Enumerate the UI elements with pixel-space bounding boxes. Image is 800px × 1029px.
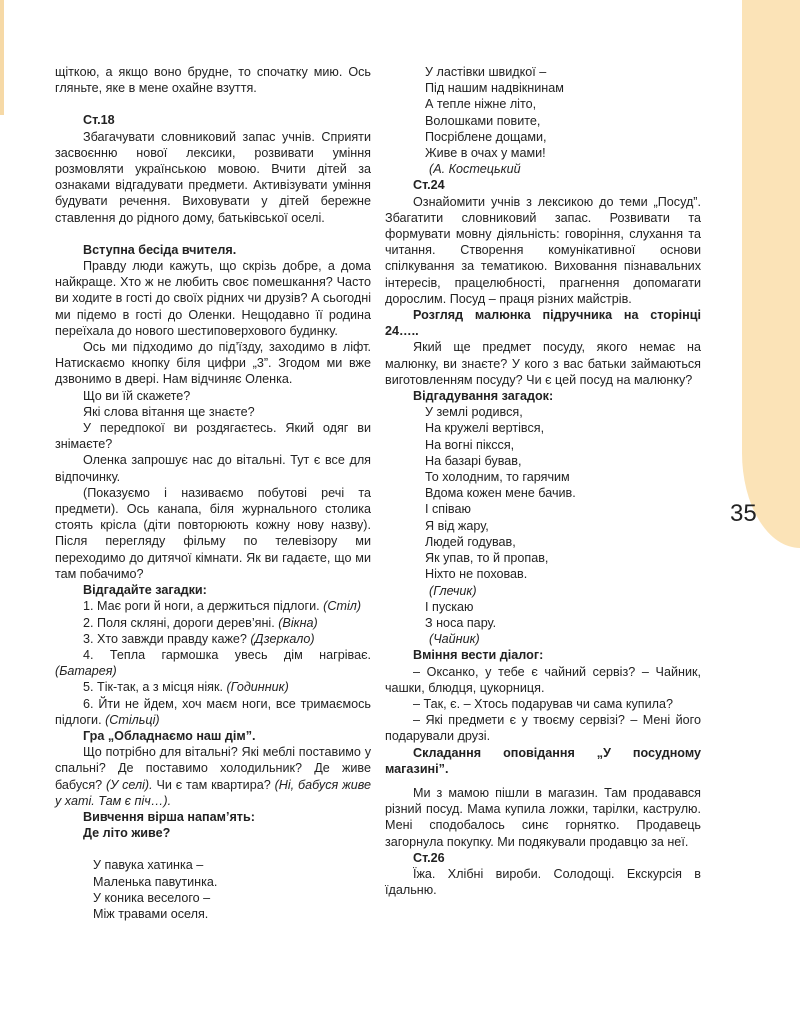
riddle-answer: (Глечик) <box>429 583 477 598</box>
riddle-5: 5. Тік-так, а з місця ніяк. (Годинник) <box>83 680 289 695</box>
right-column <box>385 64 701 898</box>
riddle-line: На базарі бував, <box>425 453 522 468</box>
riddle-pot <box>385 404 701 598</box>
page-tab-decoration <box>742 0 800 548</box>
story-heading: Складання оповідання „У посудному магазині”. <box>385 745 701 776</box>
left-margin-strip <box>0 0 4 115</box>
poem-left <box>55 857 371 922</box>
poem-line: Під нашим надвікнинам <box>425 81 564 96</box>
poem-title: Де літо живе? <box>83 826 171 841</box>
intro-talk-heading: Вступна бесіда вчителя. <box>83 242 237 257</box>
riddle-line: Я від жару, <box>425 518 489 533</box>
poem-line: Маленька павутинка. <box>93 874 218 889</box>
riddle-line: Ніхто не поховав. <box>425 567 528 582</box>
riddle-kettle <box>385 599 701 648</box>
st24-text: Ознайомити учнів з лексикою до теми „Посуд”. Збагатити словниковий запас. Розвивати та формувати мовну діяльність: говоріння, слухання та читання. Створення комунікативної основи спілкування за тематикою. Виховання пізнавальних інтересів, працелюбності, прагнення допомагати дорослим. Посуд – праця різних майстрів. <box>385 194 701 306</box>
riddle-6: 6. Йти не йдем, хоч маєм ноги, все тримаємось підлоги. (Стільці) <box>55 696 371 727</box>
riddle-answer: (Чайник) <box>429 632 480 647</box>
st26-heading: Ст.26 <box>413 850 445 865</box>
riddle-line: То холодним, то гарячим <box>425 470 570 485</box>
riddle-line: У землі родився, <box>425 405 523 420</box>
game-text: Що потрібно для вітальні? Які меблі поставимо у спальні? Де поставимо холодильник? Де живе бабуся? (У селі). Чи є там квартира? (Ні, бабуся живе у хаті. Там є піч…). <box>55 745 372 808</box>
left-column <box>55 64 371 922</box>
paragraph: Що ви їй скажете? <box>83 388 191 403</box>
dialog-heading: Вміння вести діалог: <box>413 648 544 663</box>
poem-right <box>385 64 701 177</box>
riddle-4: 4. Тепла гармошка увесь дім нагріває. (Батарея) <box>55 647 371 679</box>
story-text: Ми з мамою пішли в магазин. Там продавався різний посуд. Мама купила ложки, тарілки, каструлю. Мені сподобалось синє горнятко. Продавець загорнула покупку. Ми подякували продавцю за неї. <box>385 785 701 849</box>
riddle-line: З носа пару. <box>425 615 497 630</box>
poem-line: Посріблене дощами, <box>425 129 547 144</box>
paragraph: Правду люди кажуть, що скрізь добре, а дома найкраще. Хто ж не любить своє помешкання? Часто ви ходите в гості до своїх рідних чи друзів? А сьогодні ми підемо в гості до Оленки. Нещодавно її родина переїхала до нового шестиповерхового будинку. <box>55 259 371 338</box>
riddle-line: І пускаю <box>425 599 474 614</box>
paragraph: У передпокої ви роздягаєтесь. Який одяг ви знімаєте? <box>55 421 371 452</box>
riddle-2: 2. Поля скляні, дороги дерев’яні. (Вікна) <box>83 615 318 630</box>
riddle-line: На вогні піксся, <box>425 437 515 452</box>
dialog-line: – Які предмети є у твоєму сервізі? – Мені його подарували друзі. <box>385 713 701 744</box>
riddle-3: 3. Хто завжди правду каже? (Дзеркало) <box>83 631 315 646</box>
paragraph: Ось ми підходимо до під’їзду, заходимо в ліфт. Натискаємо кнопку біля цифри „3”. Згодом ми вже дзвонимо в двері. Нам відчиняє Оленка. <box>55 340 371 387</box>
poem-line: У коника веселого – <box>93 890 211 905</box>
paragraph: Які слова вітання ще знаєте? <box>83 404 255 419</box>
poem-line: У павука хатинка – <box>93 858 204 873</box>
st18-heading: Ст.18 <box>83 113 115 128</box>
intro-paragraph: щіткою, а якщо воно брудне, то спочатку мию. Ось гляньте, яке в мене охайне взуття. <box>55 65 371 96</box>
dialog-line: – Оксанко, у тебе є чайний сервіз? – Чайник, чашки, блюдця, цукорниця. <box>385 664 701 695</box>
poem-line: Волошками повите, <box>425 113 541 128</box>
riddle-line: Людей годував, <box>425 534 516 549</box>
poem-line: Між травами оселя. <box>93 906 209 921</box>
riddle-1: 1. Має роги й ноги, а держиться підлоги. (Стіл) <box>83 599 362 614</box>
st24-heading: Ст.24 <box>413 178 445 193</box>
riddles-heading: Відгадування загадок: <box>413 389 554 404</box>
st18-text: Збагачувати словниковий запас учнів. Сприяти засвоєнню нової лексики, розвивати уміння розмовляти українською мовою. Вчити дітей за ознаками відгадувати предмети. Активізувати уміння будувати речення. Виховувати у дітей бережне ставлення до рідного дому, батьківської оселі. <box>55 129 371 225</box>
riddle-line: На кружелі вертівся, <box>425 421 545 436</box>
game-heading: Гра „Обладнаємо наш дім”. <box>83 728 256 743</box>
poem-line: А тепле ніжне літо, <box>425 97 537 112</box>
riddle-line: І співаю <box>425 502 471 517</box>
poem-line: Живе в очах у мами! <box>425 146 546 161</box>
poem-source: (А. Костецький <box>429 162 521 177</box>
riddle-line: Як упав, то й пропав, <box>425 551 549 566</box>
st26-text: Їжа. Хлібні вироби. Солодощі. Екскурсія в їдальню. <box>385 866 701 898</box>
picture-heading: Розгляд малюнка підручника на сторінці 24….. <box>385 308 701 339</box>
picture-text: Який ще предмет посуду, якого немає на малюнку, ви знаєте? У кого з вас батьки займаються виготовленням посуду? Чи є цей посуд на малюнку? <box>385 340 701 387</box>
paragraph: (Показуємо і називаємо побутові речі та предмети). Ось канапа, біля журнального столика стоять крісла (діти повторюють кожну нову назву). Після перегляду фільму по телевізору ми переходимо до дитячої кімнати. Як ви гадаєте, що ми там побачимо? <box>55 485 371 581</box>
dialog-line: – Так, є. – Хтось подарував чи сама купила? <box>413 696 673 711</box>
riddles-heading: Відгадайте загадки: <box>83 583 207 598</box>
poem-line: У ластівки швидкої – <box>425 65 547 79</box>
paragraph: Оленка запрошує нас до вітальні. Тут є все для відпочинку. <box>55 453 371 484</box>
page-number: 35 <box>730 500 757 527</box>
learn-heading: Вивчення вірша напам’ять: <box>83 809 255 824</box>
riddle-line: Вдома кожен мене бачив. <box>425 486 576 501</box>
